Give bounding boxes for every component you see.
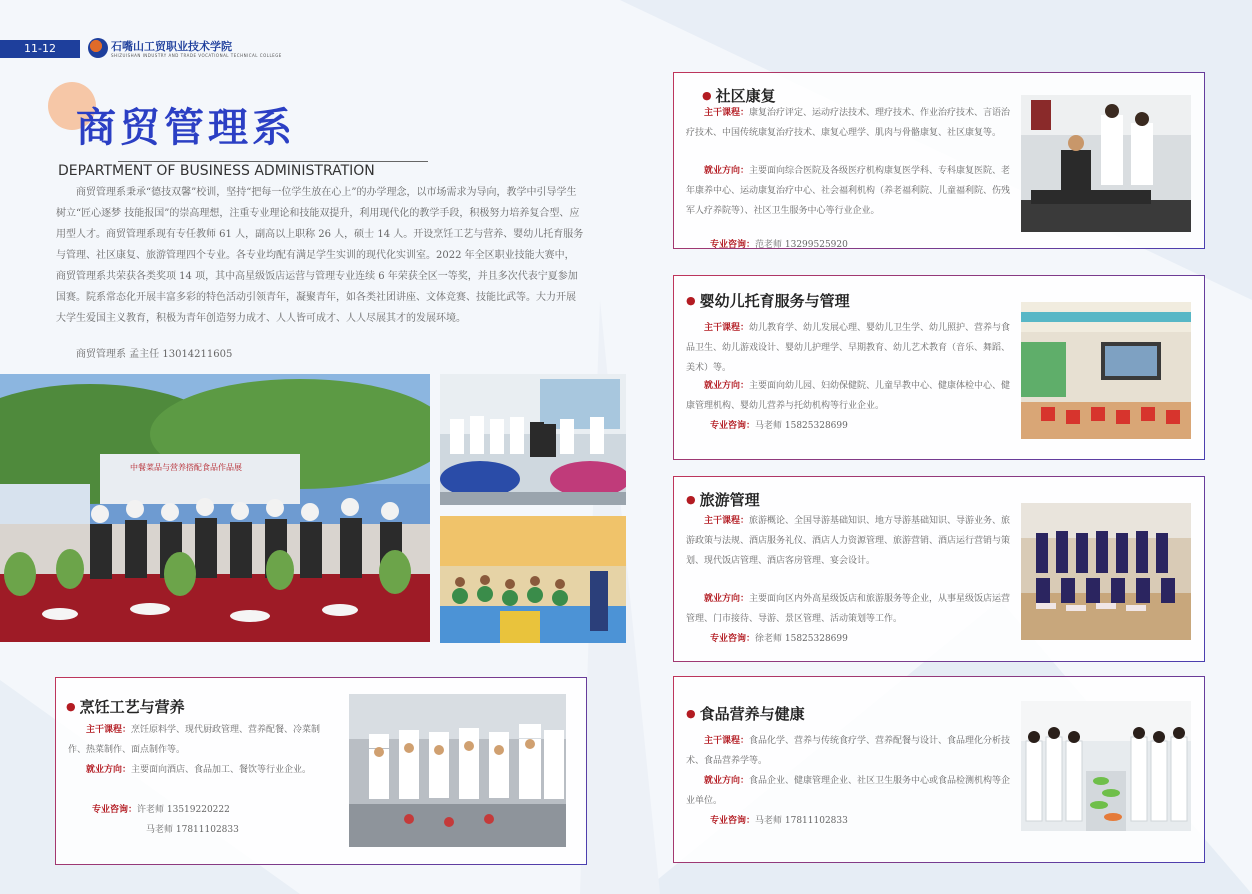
- label-consult: 专业咨询：: [92, 805, 138, 815]
- consult-text: 范老师 13299525920: [755, 240, 848, 250]
- exhibition-banner-text: 中餐菜品与营养搭配食品作品展: [130, 463, 242, 472]
- label-core-courses: 主干课程：: [86, 725, 132, 735]
- label-career: 就业方向：: [704, 594, 750, 604]
- photo-food-lab: [1021, 701, 1191, 831]
- consult-text: 徐老师 15825328699: [755, 634, 848, 644]
- consult-text-2: 马老师 17811102833: [146, 825, 239, 835]
- photo-children-class: [440, 516, 626, 643]
- career-text: 主要面向酒店、食品加工、餐饮等行业企业。: [131, 765, 312, 775]
- major-career: [686, 161, 1011, 221]
- career-text: 主要面向综合医院及各级医疗机构康复医学科、专科康复医院、老年康养中心、运动康复治疗中心、社会福利机构（养老福利院、儿童福利院、伤残军人疗养院等）、社区卫生服务中心等行业企业。: [686, 166, 1011, 216]
- label-career: 就业方向：: [704, 166, 750, 176]
- major-card-infant-care: [673, 275, 1205, 460]
- label-consult: 专业咨询：: [710, 421, 756, 431]
- major-courses: [686, 731, 1016, 771]
- page-number-bar: 11-12: [0, 40, 80, 58]
- major-title: ● 食品营养与健康: [686, 703, 805, 724]
- major-career: [68, 760, 338, 780]
- photo-food-exhibition: [0, 374, 430, 642]
- major-consult-second: [146, 820, 346, 840]
- major-title: ● 旅游管理: [686, 489, 760, 510]
- major-title: ● 烹饪工艺与营养: [66, 696, 185, 717]
- major-courses: [68, 720, 338, 760]
- major-consult: [710, 235, 960, 255]
- label-career: 就业方向：: [704, 381, 750, 391]
- label-consult: 专业咨询：: [710, 634, 756, 644]
- major-title: ● 社区康复: [702, 85, 776, 106]
- major-courses: [686, 511, 1011, 571]
- consult-text: 许老师 13519220222: [137, 805, 230, 815]
- label-core-courses: 主干课程：: [704, 516, 750, 526]
- school-name-en: SHIZUISHAN INDUSTRY AND TRADE VOCATIONAL TECHNICAL COLLEGE: [111, 53, 282, 58]
- career-text: 食品企业、健康管理企业、社区卫生服务中心或食品检测机构等企业单位。: [686, 776, 1011, 806]
- major-consult: [710, 629, 960, 649]
- consult-text: 马老师 15825328699: [755, 421, 848, 431]
- major-consult: [710, 416, 960, 436]
- department-intro: 商贸管理系秉承“德技双馨”校训，坚持“把每一位学生放在心上”的办学理念，以市场需求为导向，教学中引导学生树立“匠心逐梦 技能报国”的崇高理想，注重专业理论和技能双提升，利用现代化的教学手段，积极努力培养复合型、应用型人才。商贸管理系现有专任教师 61 人，副高以上职称 26 人，硕士 14 人。开设烹饪工艺与营养、婴幼儿托育服务与管理、社区康复、旅游管理四个专业。各专业均配有满足学生实训的现代化实训室。2022 年全区职业技能大赛中，商贸管理系共荣获各类奖项 14 项，其中高星级饭店运营与管理专业连续 6 年荣获全区一等奖，并且多次代表宁夏参加国赛。院系常态化开展丰富多彩的特色活动引领青年，凝聚青年，如各类社团讲座、文体竞赛、技能比武等。大力开展大学生爱国主义教育，积极为青年创造努力成才、人人皆可成才、人人尽展其才的发展环境。: [56, 187, 584, 324]
- label-core-courses: 主干课程：: [704, 736, 750, 746]
- photo-infant-classroom: [1021, 302, 1191, 439]
- photo-rehab-training: [1021, 95, 1191, 232]
- major-career: [686, 589, 1016, 629]
- school-logo: [88, 38, 108, 58]
- major-consult: [710, 811, 960, 831]
- major-career: [686, 771, 1016, 811]
- department-title: 商贸管理系: [76, 105, 296, 151]
- label-consult: 专业咨询：: [710, 816, 756, 826]
- courses-text: 幼儿教育学、幼儿发展心理、婴幼儿卫生学、幼儿照护、营养与食品卫生、幼儿游戏设计、婴幼儿护理学、早期教育、幼儿艺术教育（音乐、舞蹈、美术）等。: [686, 323, 1011, 373]
- career-text: 主要面向幼儿园、妇幼保健院、儿童早教中心、健康体检中心、健康管理机构、婴幼儿营养与托幼机构等行业企业。: [686, 381, 1011, 411]
- career-text: 主要面向区内外高星级饭店和旅游服务等企业，从事星级饭店运营管理、门市接待、导游、景区管理、活动策划等工作。: [686, 594, 1011, 624]
- major-card-food-nutrition: [673, 676, 1205, 863]
- major-card-cooking: [55, 677, 587, 865]
- label-career: 就业方向：: [86, 765, 132, 775]
- label-consult: 专业咨询：: [710, 240, 756, 250]
- photo-tourism-etiquette: [1021, 503, 1191, 640]
- major-card-community-rehab: [673, 72, 1205, 249]
- divider: [118, 161, 428, 162]
- courses-text: 旅游概论、全国导游基础知识、地方导游基础知识、导游业务、旅游政策与法规、酒店服务礼仪、酒店人力资源管理、旅游营销、酒店运行营销与策划、现代饭店管理、酒店客房管理、宴会设计。: [686, 516, 1011, 566]
- consult-text: 马老师 17811102833: [755, 816, 848, 826]
- major-title: ● 婴幼儿托育服务与管理: [686, 290, 850, 311]
- major-career: [686, 376, 1011, 416]
- department-title-en: DEPARTMENT OF BUSINESS ADMINISTRATION: [58, 163, 375, 179]
- department-contact: 商贸管理系 孟主任 13014211605: [76, 349, 233, 360]
- photo-chefs-exhibition: [440, 374, 626, 505]
- label-career: 就业方向：: [704, 776, 750, 786]
- courses-text: 康复治疗评定、运动疗法技术、理疗技术、作业治疗技术、言语治疗技术、中国传统康复治疗技术、康复心理学、肌肉与骨骼康复、社区康复等。: [686, 108, 1011, 138]
- school-name: 石嘴山工贸职业技术学院: [111, 40, 232, 53]
- courses-text: 烹饪原料学、现代厨政管理、营养配餐、冷菜制作、热菜制作、面点制作等。: [68, 725, 321, 755]
- major-consult: [92, 800, 342, 820]
- major-courses: [686, 318, 1011, 378]
- label-core-courses: 主干课程：: [704, 323, 750, 333]
- major-courses: [686, 103, 1011, 143]
- courses-text: 食品化学、营养与传统食疗学、营养配餐与设计、食品理化分析技术、食品营养学等。: [686, 736, 1011, 766]
- major-card-tourism: [673, 476, 1205, 662]
- label-core-courses: 主干课程：: [704, 108, 750, 118]
- photo-cooking-class: [349, 694, 566, 847]
